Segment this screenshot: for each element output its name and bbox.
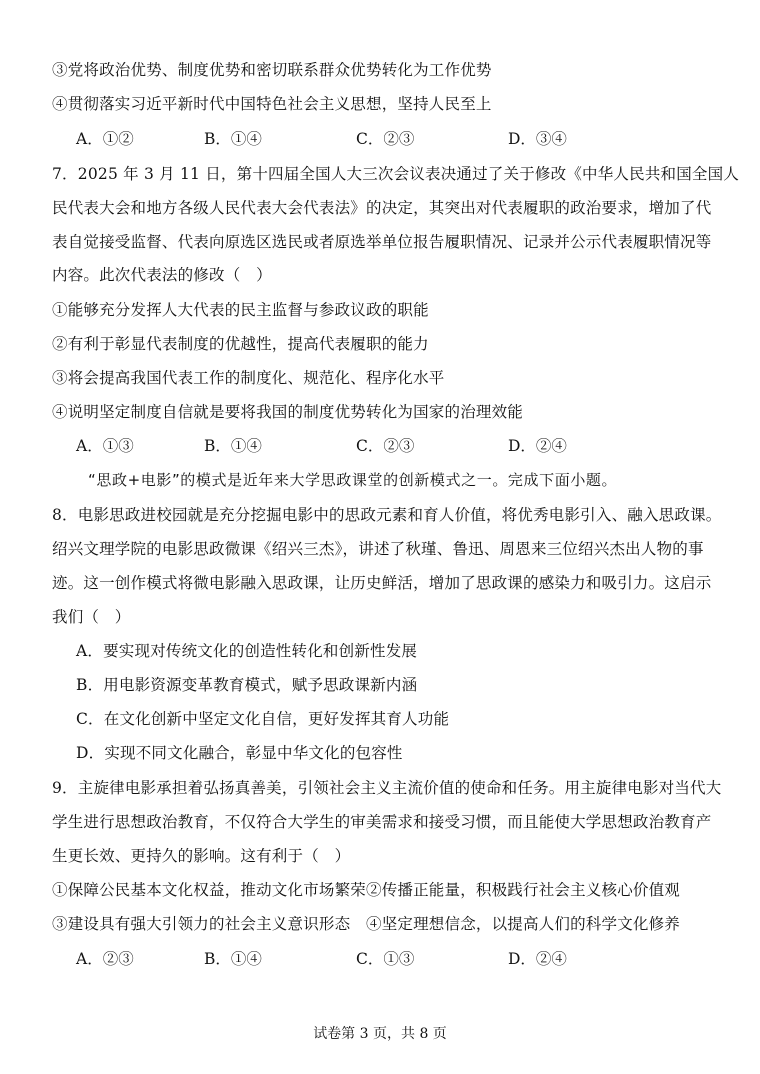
q7-stem-line: 内容。此次代表法的修改（ ）	[52, 266, 272, 284]
q7-option-d[interactable]: D．②④	[508, 437, 567, 455]
q7-stem-line: 表自觉接受监督、代表向原选区选民或者原选举单位报告履职情况、记录并公示代表履职情况等	[52, 233, 712, 251]
q6-option-a[interactable]: A．①②	[76, 130, 134, 148]
q8-option-a[interactable]: A．要实现对传统文化的创造性转化和创新性发展	[76, 642, 418, 660]
q7-stem-line: 7．2025 年 3 月 11 日，第十四届全国人大三次会议表决通过了关于修改《中华人民共和国全国人	[52, 165, 740, 183]
q8-option-d[interactable]: D．实现不同文化融合，彰显中华文化的包容性	[76, 744, 403, 762]
q8-stem-line: 我们（ ）	[52, 608, 131, 626]
q8-stem-line: 8．电影思政进校园就是充分挖掘电影中的思政元素和育人价值，将优秀电影引入、融入思政课。	[52, 506, 722, 524]
q7-statement-1: ①能够充分发挥人大代表的民主监督与参政议政的职能	[52, 301, 429, 319]
q6-statement-3: ③党将政治优势、制度优势和密切联系群众优势转化为工作优势	[52, 61, 492, 79]
q7-option-b[interactable]: B．①④	[204, 437, 262, 455]
q6-option-b[interactable]: B．①④	[204, 130, 262, 148]
q9-option-b[interactable]: B．①④	[204, 950, 262, 968]
q9-stem-line: 学生进行思想政治教育，不仅符合大学生的审美需求和接受习惯，而且能使大学思想政治教育产	[52, 813, 712, 831]
q9-option-d[interactable]: D．②④	[508, 950, 567, 968]
q9-statements-line: ③建设具有强大引领力的社会主义意识形态 ④坚定理想信念，以提高人们的科学文化修养	[52, 915, 681, 933]
q6-statement-4: ④贯彻落实习近平新时代中国特色社会主义思想，坚持人民至上	[52, 95, 492, 113]
q6-option-d[interactable]: D．③④	[508, 130, 567, 148]
q9-option-a[interactable]: A．②③	[76, 950, 134, 968]
q8-stem-line: 绍兴文理学院的电影思政微课《绍兴三杰》，讲述了秋瑾、鲁迅、周恩来三位绍兴杰出人物的事	[52, 540, 704, 558]
q7-option-a[interactable]: A．①③	[76, 437, 134, 455]
page-footer: 试卷第 3 页，共 8 页	[313, 1026, 447, 1042]
q7-statement-2: ②有利于彰显代表制度的优越性，提高代表履职的能力	[52, 335, 429, 353]
q8-option-c[interactable]: C．在文化创新中坚定文化自信，更好发挥其育人功能	[76, 710, 450, 728]
q8-option-b[interactable]: B．用电影资源变革教育模式，赋予思政课新内涵	[76, 676, 418, 694]
q8-stem-line: 迹。这一创作模式将微电影融入思政课，让历史鲜活，增加了思政课的感染力和吸引力。这启示	[52, 574, 712, 592]
q7-stem-line: 民代表大会和地方各级人民代表大会代表法》的决定，其突出对代表履职的政治要求，增加了代	[52, 199, 712, 217]
q7-statement-3: ③将会提高我国代表工作的制度化、规范化、程序化水平	[52, 369, 445, 387]
q6-option-c[interactable]: C．②③	[356, 130, 415, 148]
q9-statements-line: ①保障公民基本文化权益，推动文化市场繁荣②传播正能量，积极践行社会主义核心价值观	[52, 881, 681, 899]
section-intro: “思政+电影”的模式是近年来大学思政课堂的创新模式之一。完成下面小题。	[88, 471, 618, 489]
q7-statement-4: ④说明坚定制度自信就是要将我国的制度优势转化为国家的治理效能	[52, 403, 524, 421]
q9-stem-line: 生更长效、更持久的影响。这有利于（ ）	[52, 847, 351, 865]
q9-stem-line: 9．主旋律电影承担着弘扬真善美，引领社会主义主流价值的使命和任务。用主旋律电影对当代大	[52, 779, 722, 797]
q7-option-c[interactable]: C．②③	[356, 437, 415, 455]
q9-option-c[interactable]: C．①③	[356, 950, 415, 968]
